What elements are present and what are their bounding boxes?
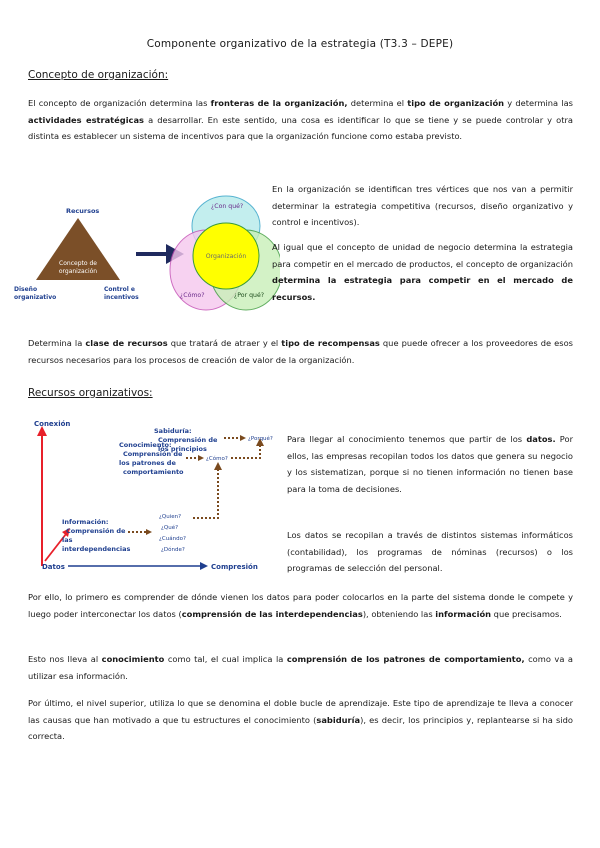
text-run: El concepto de organización determina las: [28, 98, 211, 108]
section-heading-recursos: Recursos organizativos:: [28, 387, 153, 399]
dots-questions-como: [193, 468, 218, 518]
bold-text-run: información: [435, 608, 492, 619]
x-axis-arrow-icon: [200, 562, 208, 570]
dots-como-porque: [231, 444, 260, 458]
wisdom-label-3: los principios: [158, 445, 207, 453]
label-diseno-2: organizativo: [14, 294, 57, 301]
bold-text-run: comprensión de las interdependencias: [181, 608, 363, 619]
triangle-center-label-2: organización: [58, 268, 98, 275]
text-run: Por ello, lo primero es comprender de dónde vienen los datos para poder colocarlos en la parte del sistema donde le compete y luego poder interconectar los datos (: [28, 592, 573, 619]
text-run: Los datos se recopilan a través de distintos sistemas informáticos (contabilidad), los programas de nóminas (recursos) o los programas de selección del personal.: [287, 530, 573, 573]
x-axis-label: Compresión: [211, 563, 258, 571]
text-run: determina el: [347, 98, 408, 108]
bold-text-run: determina la estrategia para competir en el mercado de recursos.: [272, 275, 573, 302]
dots-arrow-icon-5: [240, 435, 246, 441]
info-label-4: interdependencias: [62, 545, 131, 553]
text-run: Al igual que el concepto de unidad de negocio determina la estrategia para competir en el mercado de productos, el concepto de organización: [272, 242, 573, 269]
question-como: ¿Cómo?: [206, 456, 228, 462]
text-run: que precisamos.: [491, 608, 562, 619]
bold-text-run: datos.: [526, 434, 556, 444]
text-run: Para llegar al conocimiento tenemos que partir de los: [287, 434, 527, 444]
text-run: como va a utilizar esa información.: [28, 654, 573, 681]
bold-text-run: comprensión de los patrones de comportamiento,: [286, 654, 525, 664]
text-run: Esto nos lleva al: [28, 654, 102, 664]
text-run: ), es decir, los principios y, replantearse si ha sido correcta.: [28, 714, 573, 741]
paragraph-mercado-recursos: [272, 239, 573, 305]
paragraph-conocimiento: [28, 651, 573, 684]
bold-text-run: tipo de recompensas: [281, 338, 380, 348]
paragraph-vertices: [272, 181, 573, 231]
knowledge-hierarchy-diagram: [28, 414, 286, 578]
venn-label-por-que: ¿Por qué?: [234, 292, 265, 299]
venn-label-organizacion: Organización: [205, 253, 247, 260]
info-label-1: Información:: [62, 518, 109, 526]
text-run: y determina las: [504, 98, 574, 108]
info-label-2: Comprensión de: [66, 527, 126, 535]
know-label-4: comportamiento: [123, 468, 184, 476]
label-diseno-1: Diseño: [14, 286, 38, 293]
question-donde: ¿Dónde?: [161, 547, 185, 553]
origin-label: Datos: [42, 563, 65, 571]
know-label-1: Conocimiento:: [119, 441, 172, 449]
dots-arrow-icon-3: [198, 455, 204, 461]
label-control-1: Control e: [104, 286, 135, 293]
wisdom-label-2: Comprensión de: [158, 436, 218, 444]
question-quien: ¿Quien?: [159, 514, 182, 520]
question-cuando: ¿Cuándo?: [159, 536, 186, 542]
dots-arrow-icon-2: [214, 462, 222, 470]
label-control-2: incentivos: [104, 294, 139, 301]
info-label-3: las: [62, 536, 73, 544]
wisdom-label-1: Sabiduría:: [154, 427, 192, 435]
triangle-center-label-1: Concepto de: [59, 260, 97, 267]
paragraph-interdependencias: [28, 589, 573, 622]
paragraph-sistemas: [287, 527, 573, 577]
text-run: En la organización se identifican tres vértices que nos van a permitir determinar la estrategia competitiva (recursos, diseño organizativo y control e incentivos).: [272, 184, 573, 227]
y-axis-label: Conexión: [34, 420, 71, 428]
know-label-3: los patrones de: [119, 459, 176, 467]
question-porque: ¿Porqué?: [248, 436, 273, 442]
page-title: Componente organizativo de la estrategia (T3.3 – DEPE): [146, 38, 454, 50]
know-label-2: Comprensión de: [123, 450, 183, 458]
text-run: Por último, el nivel superior, utiliza lo que se denomina el doble bucle de aprendizaje. Este tipo de aprendizaje te lleva a conocer las causas que han motivado a que tu estructures el conocimiento (: [28, 698, 573, 725]
text-run: ), obteniendo las: [362, 608, 436, 619]
paragraph-concepto-intro: [28, 95, 573, 145]
text-run: que tratará de atraer y el: [167, 338, 282, 348]
venn-label-con-que: ¿Con qué?: [211, 203, 244, 210]
organization-concept-diagram: [8, 188, 280, 318]
label-recursos: Recursos: [66, 207, 100, 215]
question-que: ¿Qué?: [161, 525, 179, 531]
text-run: a desarrollar. En este sentido, una cosa es identificar lo que se tiene y se puede controlar y otra distinta es establecer un sistema de incentivos para que la organización funcione como estaba previsto.: [28, 114, 573, 141]
bold-text-run: actividades estratégicas: [28, 114, 145, 125]
bold-text-run: tipo de organización: [407, 98, 505, 108]
venn-label-como: ¿Cómo?: [180, 292, 205, 299]
bold-text-run: clase de recursos: [85, 338, 168, 348]
bold-text-run: sabiduría: [316, 714, 361, 725]
text-run: que puede ofrecer a los proveedores de esos recursos necesarios para los procesos de creación de valor de la organización.: [28, 338, 573, 365]
paragraph-sabiduria: [28, 695, 573, 745]
text-run: como tal, el cual implica la: [164, 654, 287, 664]
section-heading-concepto: Concepto de organización:: [28, 69, 169, 81]
bold-text-run: conocimiento: [101, 654, 165, 664]
paragraph-datos: [287, 431, 573, 497]
bold-text-run: fronteras de la organización,: [210, 98, 348, 108]
text-run: Por ellos, las empresas recopilan todos los datos que genera su negocio y los sistematizan, porque si no tienen información no tienen base para la toma de decisiones.: [287, 434, 573, 494]
dots-arrow-icon-1: [146, 529, 152, 535]
paragraph-clase-recursos: [28, 335, 573, 368]
text-run: Determina la: [28, 338, 86, 348]
